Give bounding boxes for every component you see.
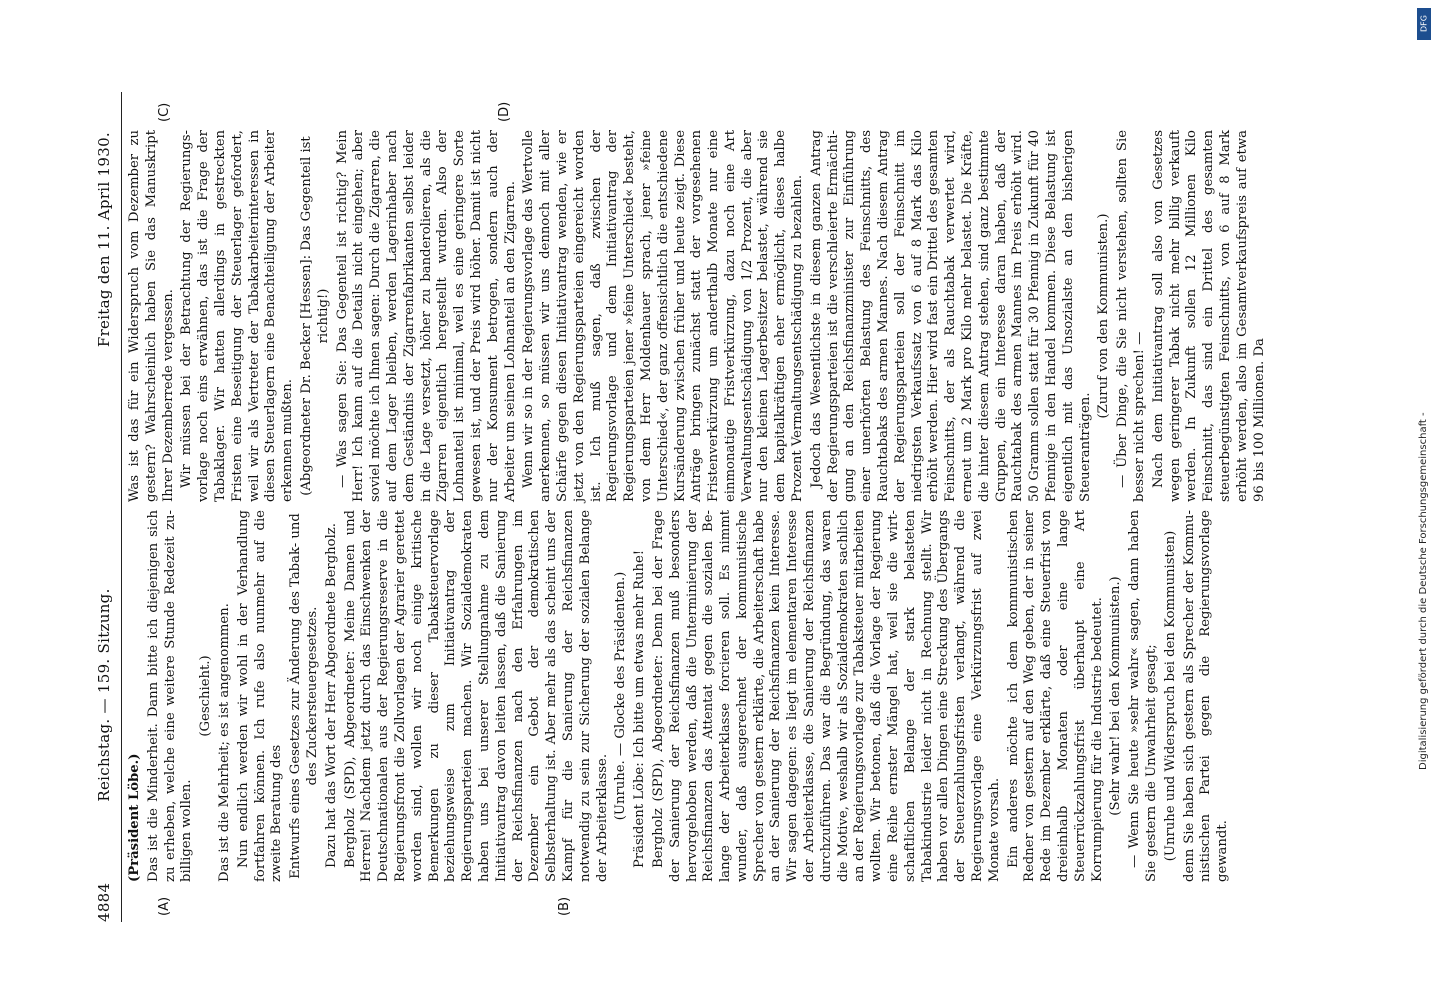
margin-marker-d: (D) — [497, 101, 512, 122]
paragraph: (Präsident Löbe.) — [127, 753, 142, 882]
paragraph: Ein anderes möchte ich dem kommunistischen Redner von gestern auf den Weg geben, der in seiner Rede im Dezember erklärte, daß eine Steuerfrist von dreieinhalb Monaten oder eine lange Steuerrückzahlungsfrist überhaupt eine Art Korrumpierung für die Industrie bedeutet. — [1005, 510, 1105, 882]
paragraph: (Geschieht.) — [198, 655, 214, 737]
text-column-left — [127, 510, 1231, 882]
header-title-left: Reichstag. — 159. Sitzung. — [95, 588, 113, 802]
paragraph: Das ist die Mehrheit; es ist angenommen. — [216, 603, 232, 882]
page-header — [87, 92, 122, 922]
paragraph: Nach dem Initiativantrag soll also von Gesetzes wegen geringerer Tabak nicht mehr billig verkauft werden. In Zukunft sollen 12 Millionen Kilo Feinschnitt, das sind ein Drittel des gesamten steuerbegünstigten Feinschnitts, von 6 auf 8 Mark erhöht werden, also im Gesamtverkaufspreis auf etwa 96 bis 100 Millionen. Da — [1150, 130, 1267, 502]
margin-marker-a: (A) — [157, 896, 172, 916]
margin-marker-c: (C) — [157, 102, 172, 122]
digitization-note: Digitalisierung gefördert durch die Deutsche Forschungsgemeinschaft - — [1418, 412, 1429, 770]
paragraph: Was ist das für ein Widerspruch vom Dezember zu gestern? Wahrscheinlich haben Sie das Manuskript Ihrer Dezemberrede vergessen. — [127, 130, 176, 502]
dfg-logo: DFG — [1417, 8, 1431, 40]
paragraph: Bergholz (SPD), Abgeordneter: Meine Damen und Herren! Nachdem jetzt durch das Einschwenken der Deutschnationalen aus der Regierungsreserve in die Regierungsfront die Zollvorlagen der Agrarier gerettet worden sind, wollen wir noch einige kritische Bemerkungen zu dieser Tabaksteuervorlage beziehungsweise zum Initiativantrag der Regierungsparteien machen. Wir Sozialdemokraten haben uns bei unserer Stellungnahme zu dem Initiativantrag davon leiten lassen, daß die Sanierung der Reichsfinanzen nach den Erfahrungen im Dezember ein Gebot der demokratischen Selbsterhaltung ist. Aber mehr als das scheint uns der Kampf für die Sanierung der Reichsfinanzen notwendig zu sein zur Sicherung der sozialen Belange der Arbeiterklasse. — [342, 510, 610, 882]
paragraph: Präsident Löbe: Ich bitte um etwas mehr Ruhe! — [632, 549, 648, 868]
margin-marker-b: (B) — [557, 896, 572, 916]
paragraph: (Zuruf von den Kommunisten.) — [1096, 213, 1112, 419]
paragraph: Dazu hat das Wort der Herr Abgeordnete Bergholz. — [323, 523, 339, 868]
header-title-right: Freitag den 11. April 1930. — [95, 132, 113, 348]
paragraph: Wir müssen bei der Betrachtung der Regierungsvorlage noch eins erwähnen, das ist die Frage der Tabaklager. Wir hatten allerdings in gestreckten Fristen eine Beseitigung der Steuerlager gefordert, weil wir als Vertreter der Tabakarbeiterinteressen in diesen Steuerlagern eine Benachteiligung der Arbeiter erkennen mußten. — [179, 130, 296, 502]
paragraph: Bergholz (SPD), Abgeordneter: Denn bei der Frage der Sanierung der Reichsfinanzen muß besonders hervorgehoben werden, daß die Unterminierung der Reichsfinanzen das Attentat gegen die sozialen Belange der Arbeiterklasse forcieren soll. Es nimmt wunder, daß ausgerechnet der kommunistische Sprecher von gestern erklärte, die Arbeiterschaft habe an der Sanierung der Reichsfinanzen kein Interesse. Wir sagen dagegen: es liegt im elementaren Interesse der Arbeiterklasse, die Sanierung der Reichsfinanzen durchzuführen. Das war die Begründung, das waren die Motive, weshalb wir als Sozialdemokraten sachlich an der Regierungsvorlage zur Tabaksteuer mitarbeiten wollten. Wir betonen, daß die Vorlage der Regierung eine Reihe ernster Mängel hat, weil sie die wirtschaftlichen Belange der stark belasteten Tabakindustrie leider nicht in Rechnung stellt. Wir haben vor allen Dingen eine Streckung des Übergangs der Steuerzahlungsfristen verlangt, während die Regierungsvorlage eine Verkürzungsfrist auf zwei Monate vorsah. — [650, 510, 1002, 882]
paragraph: denn Sie haben sich gestern als Sprecher der Kommunistischen Partei gegen die Regierungsvorlage gewandt. — [1181, 510, 1231, 882]
page-number: 4884 — [95, 882, 113, 922]
paragraph: Wenn wir so in der Regierungsvorlage das Wertvolle anerkennen, so müssen wir uns dennoch mit aller Schärfe gegen diesen Initiativantrag wenden, wie er jetzt von den Regierungsparteien eingereicht worden ist. Ich muß sagen, daß zwischen der Regierungsvorlage und dem Initiativantrag der Regierungsparteien jener »feine Unterschied« besteht, von dem Herr Moldenhauer sprach, jener »feine Unterschied«, der ganz offensichtlich die entschiedene Kursänderung zwischen früher und heute zeigt. Diese Anträge bringen zunächst statt der vorgesehenen Fristenverkürzung um anderthalb Monate nur eine einmonatige Fristverkürzung, dazu noch eine Art Verwaltungsentschädigung von 1/2 Prozent, die aber nur den kleinen Lagerbesitzer belastet, während sie dem kapitalkräftigen eher ermöglicht, dieses halbe Prozent Vermaltungsentschädigung zu bezahlen. — [521, 130, 806, 502]
paragraph: Das ist die Minderheit. Dann bitte ich diejenigen sich zu erheben, welche eine weitere Stunde Redezeit zubilligen wollen. — [145, 510, 195, 882]
paragraph: (Sehr wahr! bei den Kommunisten.) — [1108, 576, 1124, 816]
text-column-right — [127, 130, 1267, 502]
paragraph: — Über Dinge, die Sie nicht verstehen, sollten Sie besser nicht sprechen! — — [1115, 130, 1148, 502]
paragraph: (Unruhe und Widerspruch bei den Kommunisten) — [1162, 530, 1178, 862]
paragraph: Entwurfs eines Gesetzes zur Änderung des Tabak- und des Zuckersteuergesetzes. — [288, 513, 320, 879]
paragraph: Jedoch das Wesentlichste in diesem ganzen Antrag der Regierungsparteien ist die verschleierte Ermächtigung an den Reichsfinanzminister zur Einführung einer unerhörten Belastung des Feinschnitts, des Rauchtabaks des armen Mannes. Nach diesem Antrag der Regierungsparteien soll der Feinschnitt im niedrigsten Verkaufssatz von 6 auf 8 Mark das Kilo erhöht werden. Hier wird fast ein Drittel des gesamten Feinschnitts, der als Rauchtabak verwertet wird, erneut um 2 Mark pro Kilo mehr belastet. Die Kräfte, die hinter diesem Antrag stehen, sind ganz bestimmte Gruppen, die ein Interesse daran haben, daß der Rauchtabak des armen Mannes im Preis erhöht wird. 50 Gramm sollen statt für 30 Pfennig in Zukunft für 40 Pfennige in den Handel kommen. Diese Belastung ist eigentlich mit das Unsozialste an den bisherigen Steueranträgen. — [808, 130, 1093, 502]
paragraph: Nun endlich werden wir wohl in der Verhandlung fortfahren können. Ich rufe also nunmehr auf die zweite Beratung des — [235, 510, 285, 882]
paragraph: — Was sagen Sie: Das Gegenteil ist richtig? Mein Herr! Ich kann auf die Details nicht eingehen; aber soviel möchte ich Ihnen sagen: Durch die Zigarren, die auf dem Lager bleiben, werden Lagerinhaber nach dem Geständnis der Zigarrenfabrikanten selbst leider in die Lage versetzt, höher zu banderolieren, als die Zigarren eigentlich hergestellt wurden. Also der Lohnanteil ist minimal, weil es eine geringere Sorte gewesen ist, und der Preis wird höher. Damit ist nicht nur der Konsument betrogen, sondern auch der Arbeiter um seinen Lohnanteil an den Zigarren. — [334, 130, 518, 502]
paragraph: (Unruhe. — Glocke des Präsidenten.) — [613, 571, 629, 821]
scanned-page — [87, 92, 1317, 922]
paragraph: (Abgeordneter Dr. Becker [Hessen]: Das Gegenteil ist richtig!) — [298, 136, 331, 496]
paragraph: — Wenn Sie heute »sehr wahr« sagen, dann haben Sie gestern die Unwahrheit gesagt; — [1127, 510, 1160, 882]
